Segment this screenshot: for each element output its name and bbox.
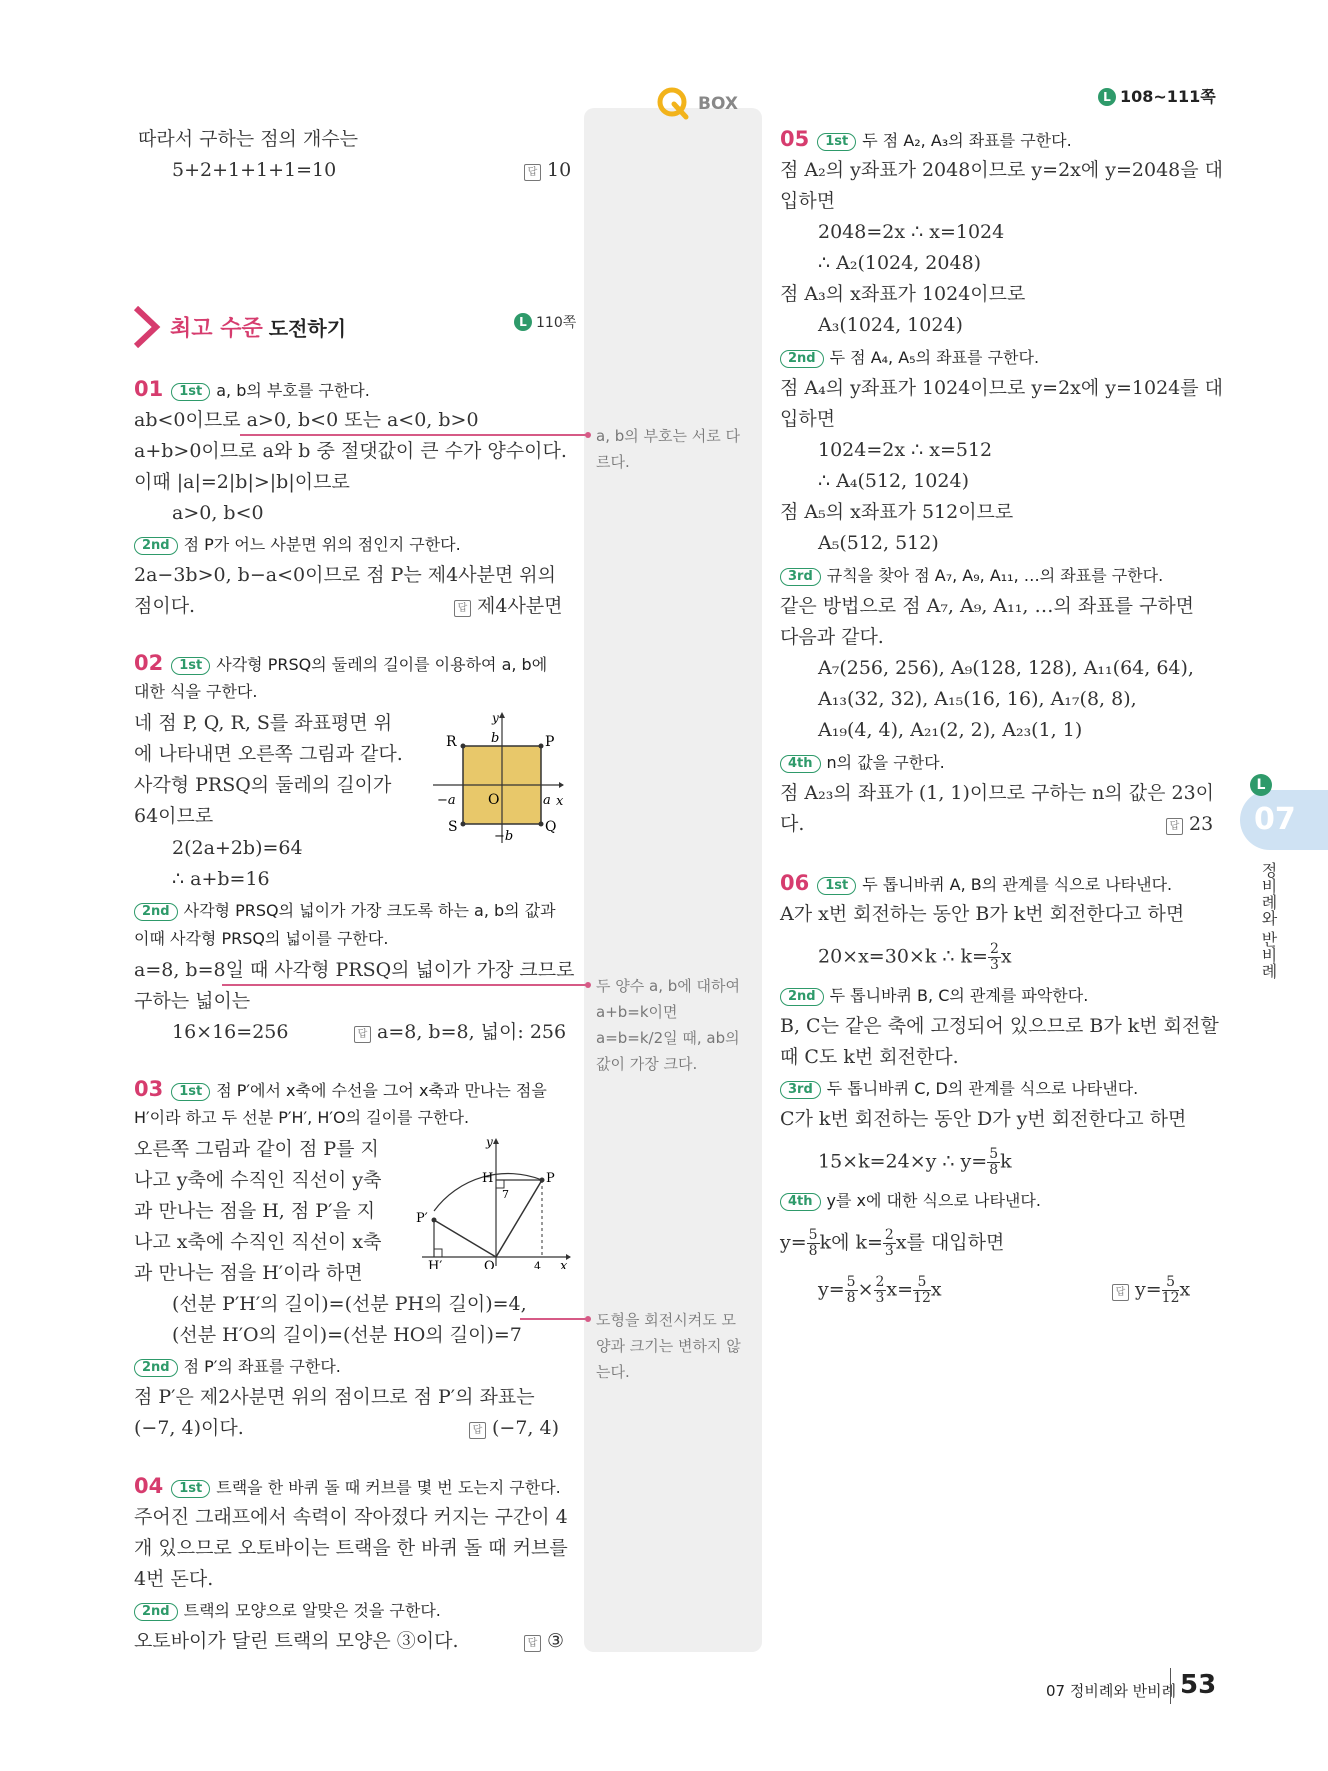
note2-line1: 두 양수 a, b에 대하여 <box>596 977 740 995</box>
rotation-figure <box>414 1134 574 1269</box>
side-chapter-title: 정비례와 반비례 <box>1259 862 1278 980</box>
note2-line2: a+b=k이면 <box>596 1003 678 1021</box>
q01-l1: ab<0이므로 a>0, b<0 또는 a<0, b>0 <box>134 409 479 431</box>
fig-a-label: a <box>543 793 551 808</box>
side-chapter-tab <box>1240 777 1328 850</box>
q03-answer: 답 (−7, 4) <box>469 1416 559 1440</box>
q02-step1: 02 1st 사각형 PRSQ의 둘레의 길이를 이용하여 a, b에 <box>134 651 548 675</box>
q03-l2: 나고 y축에 수직인 직선이 y축 <box>134 1169 382 1191</box>
note2-line3: a=b=k/2일 때, ab의 <box>596 1029 740 1047</box>
q05-l10: ∴ A₄(512, 1024) <box>818 470 969 492</box>
q05-step3: 3rd 규칙을 찾아 점 A₇, A₉, A₁₁, …의 좌표를 구한다. <box>780 563 1163 588</box>
q05-l15: A₇(256, 256), A₉(128, 128), A₁₁(64, 64), <box>818 657 1194 679</box>
q02-l4: 64이므로 <box>134 805 214 827</box>
y-arrow-icon <box>499 712 505 718</box>
q03-step1: 03 1st 점 P′에서 x축에 수선을 그어 x축과 만나는 점을 <box>134 1077 547 1101</box>
q05-l2: 입하면 <box>780 190 836 212</box>
answer-icon: 답 <box>454 600 471 617</box>
q01-l6: 점이다. <box>134 595 196 617</box>
fig-x-label: x <box>556 794 564 809</box>
q01-l2: a+b>0이므로 a와 b 중 절댓값이 큰 수가 양수이다. <box>134 440 567 462</box>
note1 <box>596 423 756 475</box>
q03-l4: 나고 x축에 수직인 직선이 x축 <box>134 1231 382 1253</box>
note1-dot <box>585 432 591 438</box>
box-header <box>656 86 738 122</box>
fig-b-label: b <box>491 731 500 746</box>
q05-l1: 점 A₂의 y좌표가 2048이므로 y=2x에 y=2048을 대 <box>780 159 1224 181</box>
y-arrow-icon <box>493 1138 499 1144</box>
q03-l7: (선분 H′O의 길이)=(선분 HO의 길이)=7 <box>172 1324 522 1346</box>
q04-answer: 답 ③ <box>524 1629 564 1653</box>
q03-l9: (−7, 4)이다. <box>134 1417 244 1439</box>
q04-l4: 오토바이가 달린 트랙의 모양은 ③이다. <box>134 1630 459 1652</box>
footer-page-number: 53 <box>1180 1670 1217 1700</box>
fig-nb-label: −b <box>494 829 514 844</box>
note3 <box>596 1307 756 1385</box>
note1-line1: a, b의 부호는 서로 다 <box>596 427 740 445</box>
side-chapter-number: 07 <box>1254 802 1296 837</box>
q05-l18: 점 A₂₃의 좌표가 (1, 1)이므로 구하는 n의 값은 23이 <box>780 782 1215 804</box>
q06-l8: y= $\frac{5}{8}$ × $\frac{2}{3}$ x= $\frac{5}{12}$ x <box>818 1274 942 1306</box>
fig-x-label: x <box>560 1259 568 1269</box>
q04-l3: 4번 돈다. <box>134 1568 214 1590</box>
fig-y-label: y <box>486 1135 493 1149</box>
q06-step3: 3rd 두 톱니바퀴 C, D의 관계를 식으로 나타낸다. <box>780 1076 1138 1101</box>
note3-line3: 는다. <box>596 1363 630 1381</box>
q04-l2: 개 있으므로 오토바이는 트랙을 한 바퀴 돌 때 커브를 <box>134 1537 568 1559</box>
l-badge-icon: L <box>514 313 532 331</box>
side-l-badge: L <box>1250 774 1272 796</box>
q05-l12: A₅(512, 512) <box>818 532 939 554</box>
q05-l16: A₁₃(32, 32), A₁₅(16, 16), A₁₇(8, 8), <box>818 688 1137 710</box>
section-title-main: 최고 수준 <box>170 316 263 342</box>
note1-line2: 르다. <box>596 453 630 471</box>
answer-icon: 답 <box>1166 818 1183 835</box>
fig-origin-label: O <box>484 1259 495 1269</box>
note3-connector <box>520 1318 588 1320</box>
q03-l5: 과 만나는 점을 H′이라 하면 <box>134 1262 363 1284</box>
note2 <box>596 973 756 1077</box>
q04-step1: 04 1st 트랙을 한 바퀴 돌 때 커브를 몇 번 도는지 구한다. <box>134 1474 561 1498</box>
q02-step1-cont: 대한 식을 구한다. <box>134 682 258 701</box>
q05-l19: 다. <box>780 813 805 835</box>
q05-l8: 입하면 <box>780 408 836 430</box>
note3-dot <box>585 1316 591 1322</box>
note3-line1: 도형을 회전시켜도 모 <box>596 1311 736 1329</box>
q06-step2: 2nd 두 톱니바퀴 B, C의 관계를 파악한다. <box>780 983 1088 1008</box>
q01-step2: 2nd 점 P가 어느 사분면 위의 점인지 구한다. <box>134 532 461 557</box>
q05-l17: A₁₉(4, 4), A₂₁(2, 2), A₂₃(1, 1) <box>818 719 1083 741</box>
box-label: BOX <box>698 94 738 114</box>
q03-step2: 2nd 점 P′의 좌표를 구한다. <box>134 1354 341 1379</box>
q02-l2: 에 나타내면 오른쪽 그림과 같다. <box>134 743 403 765</box>
answer-icon: 답 <box>524 164 541 181</box>
q05-l11: 점 A₅의 x좌표가 512이므로 <box>780 501 1014 523</box>
q01-l4: a>0, b<0 <box>172 502 264 524</box>
q02-l9: 16×16=256 <box>172 1021 289 1043</box>
q05-step4: 4th n의 값을 구한다. <box>780 750 945 775</box>
fig-h-label: H <box>482 1171 494 1186</box>
q06-l3: B, C는 같은 축에 고정되어 있으므로 B가 k번 회전할 <box>780 1015 1219 1037</box>
q02-l7: a=8, b=8일 때 사각형 PRSQ의 넓이가 가장 크므로 <box>134 959 575 981</box>
q06-step1: 06 1st 두 톱니바퀴 A, B의 관계를 식으로 나타낸다. <box>780 871 1173 895</box>
q03-l1: 오른쪽 그림과 같이 점 P를 지 <box>134 1138 379 1160</box>
pages-ref: L 108~111쪽 <box>1098 84 1216 107</box>
q01-answer: 답 제4사분면 <box>454 594 563 618</box>
fig-q-label: Q <box>545 819 557 835</box>
q06-l6: 15×k=24×y ∴ y= $\frac{5}{8}$ k <box>818 1146 1012 1178</box>
note2-line4: 값이 가장 크다. <box>596 1055 698 1073</box>
footer-chapter-title: 07 정비례와 반비례 <box>1046 1682 1177 1700</box>
q05-l6: A₃(1024, 1024) <box>818 314 963 336</box>
q05-l9: 1024=2x ∴ x=512 <box>818 439 993 461</box>
answer-icon: 답 <box>524 1635 541 1652</box>
q-logo-icon <box>656 86 692 122</box>
q02-step2-cont: 이때 사각형 PRSQ의 넓이를 구한다. <box>134 929 389 948</box>
q05-step1: 05 1st 두 점 A₂, A₃의 좌표를 구한다. <box>780 127 1072 151</box>
q05-l14: 다음과 같다. <box>780 626 884 648</box>
q03-l6: (선분 P′H′의 길이)=(선분 PH의 길이)=4, <box>172 1293 527 1315</box>
note3-line2: 양과 크기는 변하지 않 <box>596 1337 741 1355</box>
q05-l3: 2048=2x ∴ x=1024 <box>818 221 1005 243</box>
fig-hprime-label: H′ <box>428 1259 443 1269</box>
q05-l4: ∴ A₂(1024, 2048) <box>818 252 982 274</box>
q05-l5: 점 A₃의 x좌표가 1024이므로 <box>780 283 1026 305</box>
q02-l1: 네 점 P, Q, R, S를 좌표평면 위 <box>134 712 393 734</box>
q01-step1: 01 1st a, b의 부호를 구한다. <box>134 377 370 401</box>
x-arrow-icon <box>559 782 564 788</box>
q06-l1: A가 x번 회전하는 동안 B가 k번 회전한다고 하면 <box>780 903 1185 925</box>
q02-step2: 2nd 사각형 PRSQ의 넓이가 가장 크도록 하는 a, b의 값과 <box>134 898 556 923</box>
q05-l7: 점 A₄의 y좌표가 1024이므로 y=2x에 y=1024를 대 <box>780 377 1224 399</box>
fig-y-label: y <box>492 711 499 725</box>
fig-seven-label: 7 <box>502 1188 509 1201</box>
q04-l1: 주어진 그래프에서 속력이 작아졌다 커지는 구간이 4 <box>134 1506 568 1528</box>
q02-l3: 사각형 PRSQ의 둘레의 길이가 <box>134 774 392 796</box>
note2-connector <box>222 984 588 986</box>
q06-step4: 4th y를 x에 대한 식으로 나타낸다. <box>780 1188 1041 1213</box>
box-column <box>584 108 762 1652</box>
fig-four-label: 4 <box>534 1260 541 1269</box>
answer-icon: 답 <box>1112 1284 1129 1301</box>
section-page-ref: L 110쪽 <box>514 312 576 332</box>
l-badge-icon: L <box>1098 88 1116 106</box>
section-title-sub: 도전하기 <box>268 316 347 341</box>
note2-dot <box>585 982 591 988</box>
note1-connector <box>240 434 588 436</box>
q06-l4: 때 C도 k번 회전한다. <box>780 1046 959 1068</box>
q01-l3: 이때 |a|=2|b|>|b|이므로 <box>134 471 350 493</box>
q06-l2: 20×x=30×k ∴ k= $\frac{2}{3}$ x <box>818 941 1012 973</box>
q02-l5: 2(2a+2b)=64 <box>172 837 303 859</box>
section-title <box>134 306 346 348</box>
q06-answer: 답 y= $\frac{5}{12}$ x <box>1112 1275 1190 1306</box>
q01-l5: 2a−3b>0, b−a<0이므로 점 P는 제4사분면 위의 <box>134 564 557 586</box>
answer-icon: 답 <box>354 1026 371 1043</box>
intro-line2: 5+2+1+1+1=10 <box>172 159 337 181</box>
intro-line1: 따라서 구하는 점의 개수는 <box>138 128 359 150</box>
q03-l3: 과 만나는 점을 H, 점 P′을 지 <box>134 1200 376 1222</box>
q05-answer: 답 23 <box>1166 812 1213 836</box>
q03-l8: 점 P′은 제2사분면 위의 점이므로 점 P′의 좌표는 <box>134 1386 535 1408</box>
chevron-decoration-icon <box>134 306 164 348</box>
q05-l13: 같은 방법으로 점 A₇, A₉, A₁₁, …의 좌표를 구하면 <box>780 595 1195 617</box>
fig-na-label: −a <box>437 793 456 808</box>
intro-answer: 답 10 <box>524 158 571 182</box>
q02-answer: 답 a=8, b=8, 넓이: 256 <box>354 1020 566 1044</box>
q03-step1-cont: H′이라 하고 두 선분 P′H′, H′O의 길이를 구한다. <box>134 1108 470 1127</box>
fig-s-label: S <box>448 819 458 835</box>
answer-icon: 답 <box>469 1422 486 1439</box>
q05-step2: 2nd 두 점 A₄, A₅의 좌표를 구한다. <box>780 345 1039 370</box>
fig-pprime-label: P′ <box>416 1211 428 1226</box>
fig-r-label: R <box>446 734 457 750</box>
fig-origin-label: O <box>488 792 500 808</box>
q02-l6: ∴ a+b=16 <box>172 868 270 890</box>
q06-l5: C가 k번 회전하는 동안 D가 y번 회전한다고 하면 <box>780 1108 1187 1130</box>
square-figure <box>428 708 568 848</box>
q04-step2: 2nd 트랙의 모양으로 알맞은 것을 구한다. <box>134 1598 441 1623</box>
q02-l8: 구하는 넓이는 <box>134 990 251 1012</box>
q06-l7: y= $\frac{5}{8}$ k에 k= $\frac{2}{3}$ x를 대입하면 <box>780 1227 1005 1259</box>
footer-divider <box>1170 1668 1171 1704</box>
fig-p-label: P <box>545 734 555 750</box>
fig-p-label: P <box>546 1171 555 1186</box>
